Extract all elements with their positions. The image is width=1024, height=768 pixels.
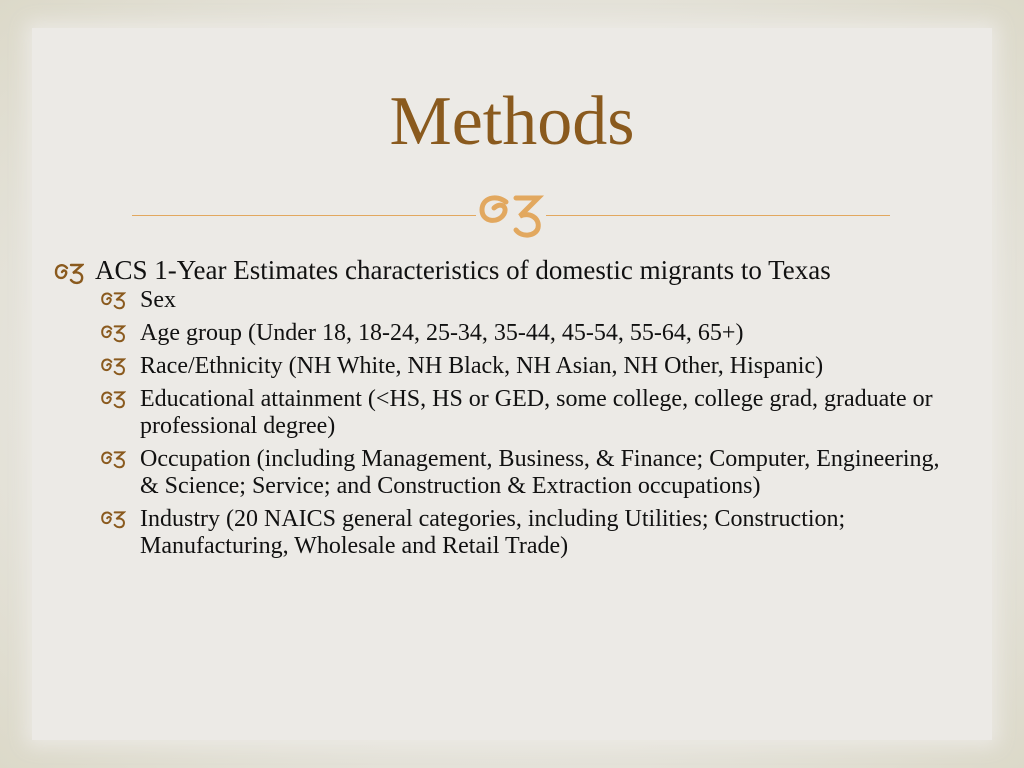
flourish-bullet-icon xyxy=(100,290,126,310)
sub-bullet-text: Sex xyxy=(140,287,176,313)
divider-line-right xyxy=(546,215,890,216)
flourish-bullet-icon xyxy=(100,323,126,343)
bullet-list xyxy=(52,256,952,566)
sub-bullet-text: Race/Ethnicity (NH White, NH Black, NH Asian, NH Other, Hispanic) xyxy=(140,353,824,379)
bullet-item xyxy=(52,256,952,560)
sub-bullet-list xyxy=(52,287,952,560)
flourish-bullet-icon xyxy=(100,356,126,376)
flourish-bullet-icon xyxy=(100,389,126,409)
sub-bullet-item xyxy=(52,320,952,347)
sub-bullet-item xyxy=(52,386,952,440)
flourish-divider-icon xyxy=(476,190,546,238)
flourish-bullet-icon xyxy=(100,449,126,469)
sub-bullet-text: Age group (Under 18, 18-24, 25-34, 35-44, 45-54, 55-64, 65+) xyxy=(140,320,744,346)
sub-bullet-item xyxy=(52,353,952,380)
slide-title: Methods xyxy=(389,83,635,160)
sub-bullet-item xyxy=(52,287,952,314)
divider-line-left xyxy=(132,215,476,216)
bullet-text: ACS 1-Year Estimates characteristics of domestic migrants to Texas xyxy=(95,255,831,285)
sub-bullet-text: Educational attainment (<HS, HS or GED, some college, college grad, graduate or professional degree) xyxy=(140,386,933,439)
sub-bullet-text: Occupation (including Management, Business, & Finance; Computer, Engineering, & Science; Service; and Construction & Extraction occupations) xyxy=(140,446,940,499)
flourish-bullet-icon xyxy=(100,509,126,529)
sub-bullet-item xyxy=(52,446,952,500)
sub-bullet-item xyxy=(52,506,952,560)
sub-bullet-text: Industry (20 NAICS general categories, including Utilities; Construction; Manufacturing, Wholesale and Retail Trade) xyxy=(140,506,846,559)
flourish-bullet-icon xyxy=(54,261,84,285)
